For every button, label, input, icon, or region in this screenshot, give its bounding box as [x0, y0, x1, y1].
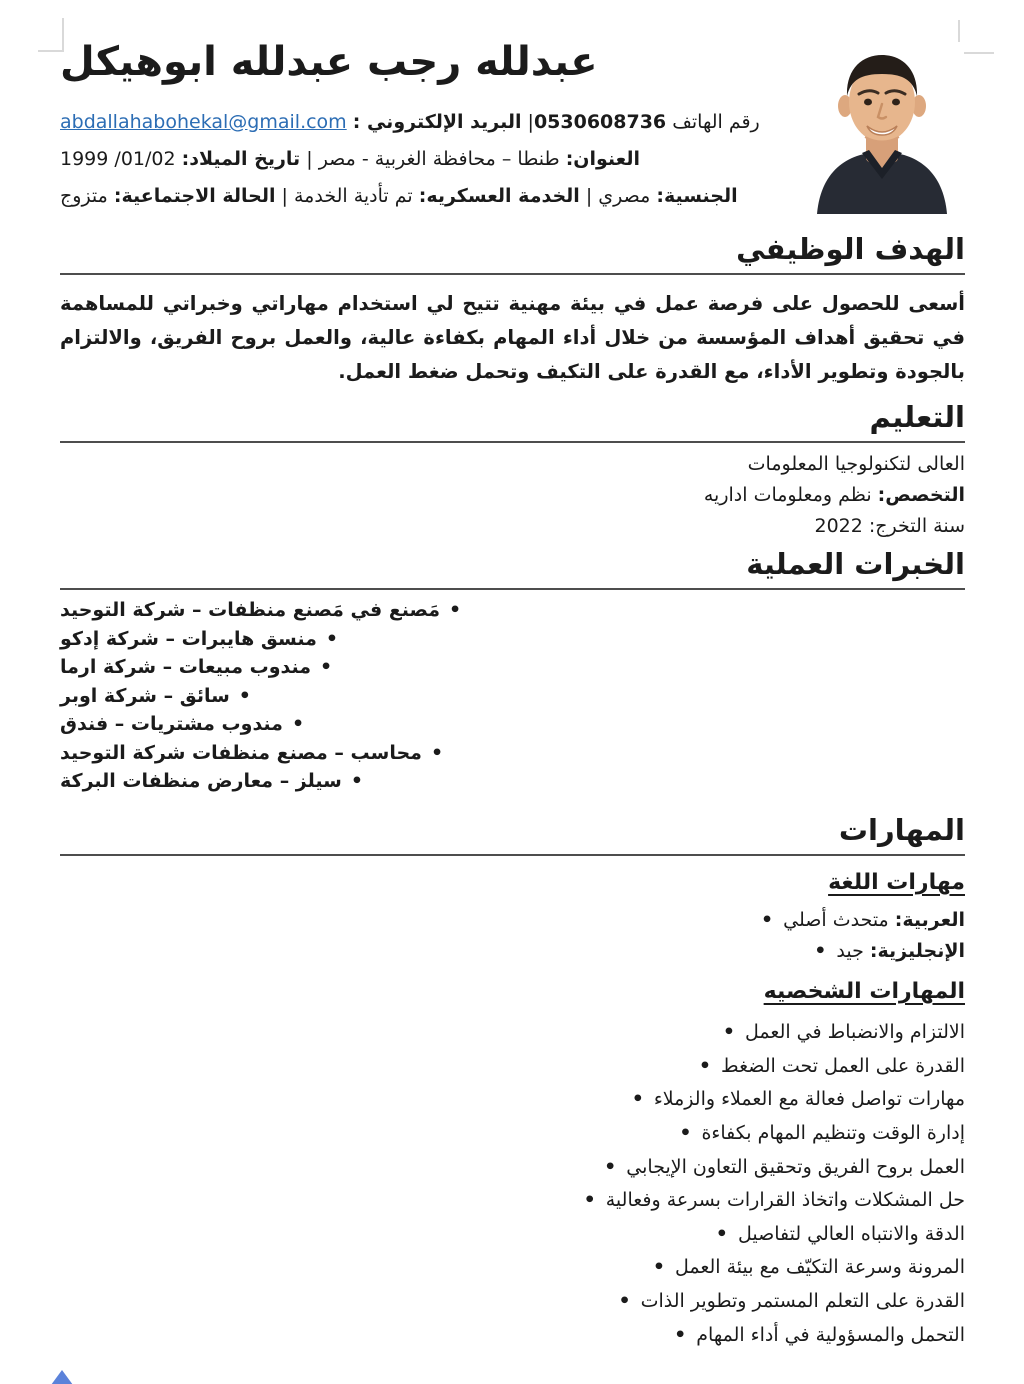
bullet-icon: • [325, 627, 339, 650]
section-divider [60, 441, 965, 443]
section-divider [60, 273, 965, 275]
personal-skill-text: القدرة على التعلم المستمر وتطوير الذات [640, 1290, 965, 1313]
bullet-icon: • [631, 1088, 644, 1111]
bullet-icon: • [814, 940, 827, 962]
personal-skill-item [60, 1183, 965, 1217]
address-label: العنوان: [565, 148, 641, 170]
experience-item-text: سيلز – معارض منظفات البركة [60, 770, 342, 793]
dob-value: 01/02/ 1999 [60, 148, 176, 170]
marital-value: متزوج [60, 185, 108, 207]
personal-skill-text: المرونة وسرعة التكيّف مع بيئة العمل [674, 1256, 965, 1279]
phone-number: 0530608736 [533, 111, 667, 133]
bullet-icon: • [291, 713, 305, 736]
language-skill-text [836, 940, 965, 962]
experience-item [60, 682, 965, 711]
text-selection-handle[interactable] [51, 1370, 73, 1384]
personal-skill-item [60, 1116, 965, 1150]
dob-label: تاريخ الميلاد: [181, 148, 301, 170]
bullet-icon: • [715, 1222, 728, 1245]
personal-skill-item [60, 1150, 965, 1184]
language-label: الإنجليزية: [869, 940, 965, 962]
personal-skill-item [60, 1318, 965, 1352]
experience-item [60, 596, 965, 625]
graduation-year: 2022 [814, 515, 863, 537]
bullet-icon: • [430, 741, 444, 764]
section-divider [60, 588, 965, 590]
personal-skill-text: القدرة على العمل تحت الضغط [721, 1054, 965, 1077]
email-link[interactable]: abdallahabohekal@gmail.com [60, 111, 347, 133]
subsection-language-skills: مهارات اللغة [828, 869, 965, 895]
marital-label: الحالة الاجتماعية: [113, 185, 276, 207]
personal-skill-item [60, 1251, 965, 1285]
bullet-icon: • [320, 656, 333, 679]
bullet-icon: • [679, 1122, 692, 1145]
nationality-value: مصري [598, 185, 651, 207]
experience-item-text: مندوب مبيعات – شركة ارما [60, 656, 312, 679]
section-title-objective: الهدف الوظيفي [736, 232, 965, 266]
experience-item [60, 710, 965, 739]
experience-item-text: مندوب مشتريات – فندق [60, 713, 283, 736]
cv-content [60, 0, 965, 1351]
section-title-experience: الخبرات العملية [746, 547, 965, 581]
subsection-personal-skills: المهارات الشخصيه [763, 978, 965, 1004]
contact-line-phone-email [60, 104, 965, 141]
personal-skill-item [60, 1016, 965, 1050]
bullet-icon: • [618, 1290, 631, 1313]
experience-item [60, 625, 965, 654]
major-label: التخصص: [877, 484, 965, 506]
experience-item [60, 767, 965, 796]
personal-skill-text: العمل بروح الفريق وتحقيق التعاون الإيجابي [626, 1155, 965, 1178]
personal-skill-text: الدقة والانتباه العالي لتفاصيل [737, 1222, 965, 1245]
language-level: جيد [836, 940, 864, 962]
separator: | [585, 185, 593, 207]
bullet-icon: • [350, 770, 363, 793]
separator: | [281, 185, 288, 207]
objective-text: أسعى للحصول على فرصة عمل في بيئة مهنية تتيح لي استخدام مهاراتي وخبراتي للمساهمة في تحقيق أهداف المؤسسة من خلال أداء المهام بكفاءة عالية، والعمل بروح الفريق، والالتزام بالجودة وتطوير الأداء، مع القدرة على التكيف وتحمل ضغط العمل. [60, 292, 965, 383]
bullet-icon: • [698, 1054, 712, 1077]
language-skill-item [60, 905, 965, 936]
language-level: متحدث أصلي [783, 909, 889, 931]
section-divider [60, 854, 965, 856]
personal-skill-item [60, 1083, 965, 1117]
personal-skill-text: إدارة الوقت وتنظيم المهام بكفاءة [701, 1122, 965, 1145]
personal-skill-item [60, 1217, 965, 1251]
bullet-icon: • [583, 1189, 596, 1212]
experience-item-text: محاسب – مصنع منظفات شركة التوحيد [60, 741, 422, 764]
section-title-skills: المهارات [838, 812, 965, 847]
bullet-icon: • [760, 909, 774, 931]
military-value: تم تأدية الخدمة [293, 185, 413, 207]
language-label: العربية: [894, 909, 965, 931]
experience-item-text: مَصنع في مَصنع منظفات – شركة التوحيد [60, 599, 441, 622]
education-block [60, 449, 965, 542]
email-label: البريد الإلكتروني : [352, 111, 522, 133]
personal-skill-text: الالتزام والانضباط في العمل [745, 1021, 965, 1044]
nationality-label: الجنسية: [656, 185, 738, 207]
candidate-name: عبدلله رجب عبدلله ابوهيكل [60, 39, 598, 85]
military-label: الخدمة العسكريه: [418, 185, 580, 207]
bullet-icon: • [449, 599, 462, 622]
section-title-education: التعليم [869, 400, 965, 434]
experience-item-text: منسق هايبرات – شركة إدكو [60, 627, 317, 650]
separator: | [306, 148, 313, 170]
bullet-icon: • [652, 1256, 665, 1279]
contact-line-address-dob [60, 141, 965, 178]
personal-skills-list [60, 1016, 965, 1352]
education-school: العالى لتكنولوجيا المعلومات [747, 453, 965, 475]
language-skill-text [783, 909, 965, 931]
address-value: طنطا – محافظة الغربية - مصر [318, 148, 560, 170]
personal-skill-text: حل المشكلات واتخاذ القرارات بسرعة وفعالية [605, 1189, 965, 1212]
graduation-label: سنة التخرج: [868, 515, 965, 537]
contact-info [60, 104, 965, 215]
personal-skill-text: مهارات تواصل فعالة مع العملاء والزملاء [653, 1088, 965, 1111]
bullet-icon: • [238, 684, 251, 707]
experience-list [60, 596, 965, 796]
personal-skill-text: التحمل والمسؤولية في أداء المهام [696, 1323, 965, 1346]
major-value: نظم ومعلومات اداريه [703, 484, 872, 506]
contact-line-nationality [60, 178, 965, 215]
experience-item [60, 653, 965, 682]
language-skills-list [60, 905, 965, 967]
separator: | [527, 111, 534, 133]
education-major [60, 480, 965, 511]
personal-skill-item [60, 1284, 965, 1318]
personal-skill-item [60, 1049, 965, 1083]
language-skill-item [60, 936, 965, 967]
bullet-icon: • [604, 1155, 617, 1178]
bullet-icon: • [674, 1323, 687, 1346]
education-graduation [60, 511, 965, 542]
phone-label: رقم الهاتف [672, 111, 760, 133]
experience-item-text: سائق – شركة اوبر [60, 684, 230, 707]
bullet-icon: • [722, 1021, 736, 1044]
experience-item [60, 739, 965, 768]
